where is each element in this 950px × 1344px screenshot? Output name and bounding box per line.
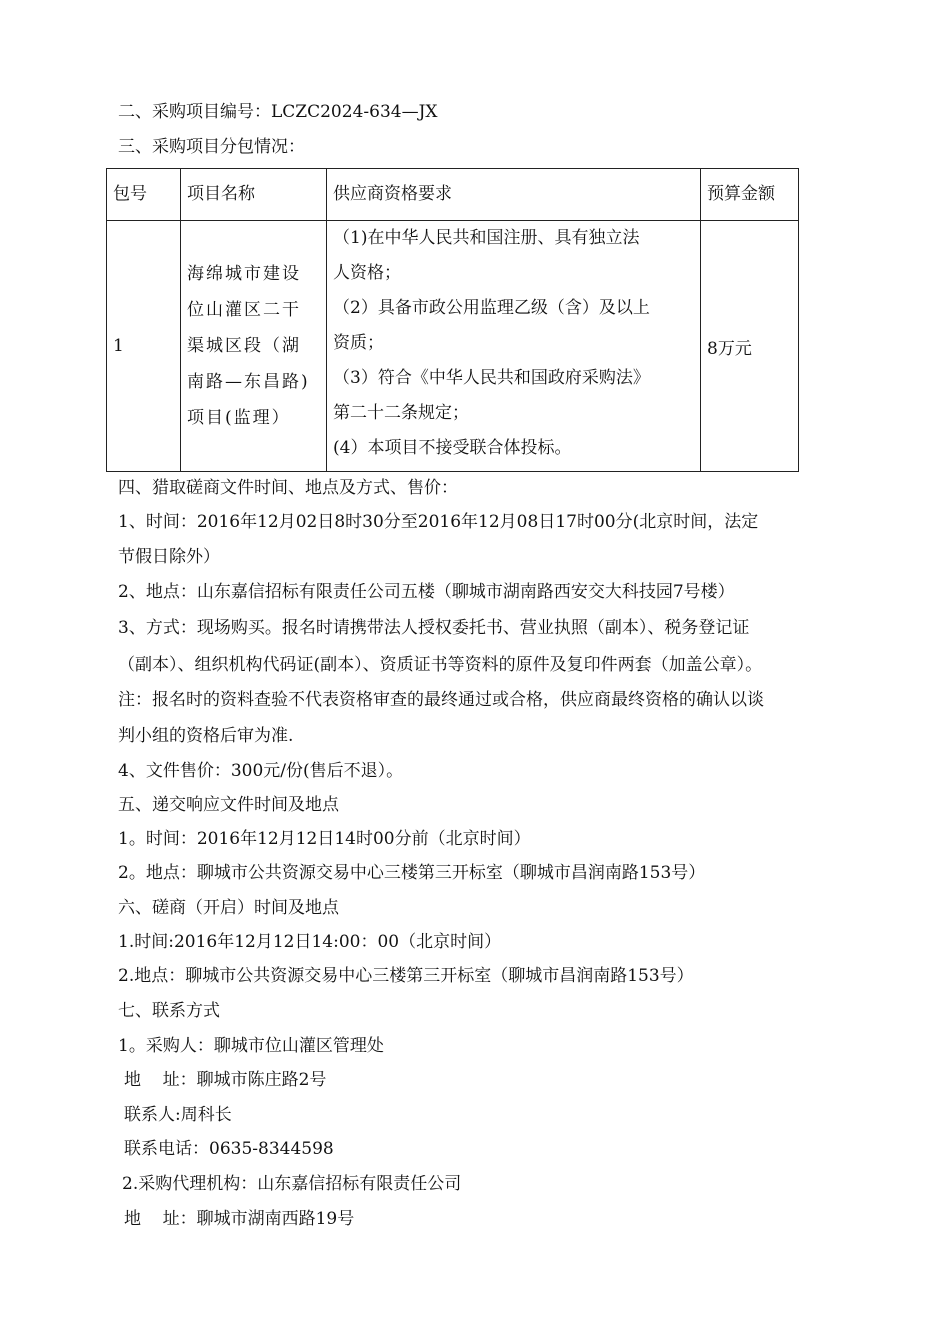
table-header-row [107, 169, 799, 221]
package-no-cell: 1 [107, 221, 181, 472]
requirement-line: （3）符合《中华人民共和国政府采购法》 [333, 368, 650, 388]
section-7-heading: 七、联系方式 [118, 1001, 220, 1021]
section-6-heading: 六、磋商（开启）时间及地点 [118, 898, 339, 918]
submission-location-line: 2。地点：聊城市公共资源交易中心三楼第三开标室（聊城市昌润南路153号） [118, 863, 706, 883]
requirement-line: 第二十二条规定； [333, 403, 469, 423]
purchaser-contact: 联系人:周科长 [124, 1105, 232, 1125]
document-location-line: 2、地点：山东嘉信招标有限责任公司五楼（聊城市湖南路西安交大科技园7号楼） [118, 582, 735, 602]
opening-location-line: 2.地点：聊城市公共资源交易中心三楼第三开标室（聊城市昌润南路153号） [118, 966, 694, 986]
package-heading: 三、采购项目分包情况： [118, 137, 305, 157]
project-number-line: 二、采购项目编号：LCZC2024-634—JX [118, 102, 438, 122]
project-name-line: 项目(监理） [187, 408, 291, 428]
document-time-cont: 节假日除外） [118, 547, 220, 567]
budget-cell: 8万元 [701, 221, 799, 472]
header-package-no: 包号 [107, 169, 181, 221]
document-method-line: 3、方式：现场购买。报名时请携带法人授权委托书、营业执照（副本）、税务登记证 [118, 618, 750, 638]
project-name-line: 位山灌区二干 [187, 300, 301, 320]
header-supplier-requirements: 供应商资格要求 [327, 169, 701, 221]
project-name-line: 南路—东昌路) [187, 372, 310, 392]
requirement-line: （1)在中华人民共和国注册、具有独立法 [333, 228, 640, 248]
project-name-cell [181, 221, 327, 472]
document-time-line: 1、时间：2016年12月02日8时30分至2016年12月08日17时00分(北京时间，法定 [118, 512, 759, 532]
table-row [107, 221, 799, 472]
requirement-line: (4）本项目不接受联合体投标。 [333, 438, 572, 458]
document-method-cont: （副本）、组织机构代码证(副本）、资质证书等资料的原件及复印件两套（加盖公章）。 [118, 655, 763, 675]
requirement-line: 人资格； [333, 263, 401, 283]
note-line: 注：报名时的资料查验不代表资格审查的最终通过或合格，供应商最终资格的确认以谈 [118, 690, 764, 710]
purchaser-phone: 联系电话：0635-8344598 [124, 1139, 334, 1159]
section-5-heading: 五、递交响应文件时间及地点 [118, 795, 339, 815]
project-name-line: 渠城区段（湖 [187, 336, 301, 356]
purchaser-address: 地 址：聊城市陈庄路2号 [124, 1070, 327, 1090]
requirement-line: 资质； [333, 333, 384, 353]
submission-time-line: 1。时间：2016年12月12日14时00分前（北京时间） [118, 829, 531, 849]
purchaser-line: 1。采购人：聊城市位山灌区管理处 [118, 1036, 384, 1056]
document-price-line: 4、文件售价：300元/份(售后不退）。 [118, 761, 404, 781]
package-table [106, 168, 799, 472]
requirement-line: （2）具备市政公用监理乙级（含）及以上 [333, 298, 650, 318]
header-project-name: 项目名称 [181, 169, 327, 221]
requirements-cell [327, 221, 701, 472]
note-cont: 判小组的资格后审为准. [118, 726, 294, 746]
opening-time-line: 1.时间:2016年12月12日14:00：00（北京时间） [118, 932, 502, 952]
agency-line: 2.采购代理机构：山东嘉信招标有限责任公司 [122, 1174, 462, 1194]
header-budget: 预算金额 [701, 169, 799, 221]
section-4-heading: 四、猎取磋商文件时间、地点及方式、售价： [118, 478, 458, 498]
project-name-line: 海绵城市建设 [187, 264, 301, 284]
agency-address: 地 址：聊城市湖南西路19号 [124, 1209, 355, 1229]
